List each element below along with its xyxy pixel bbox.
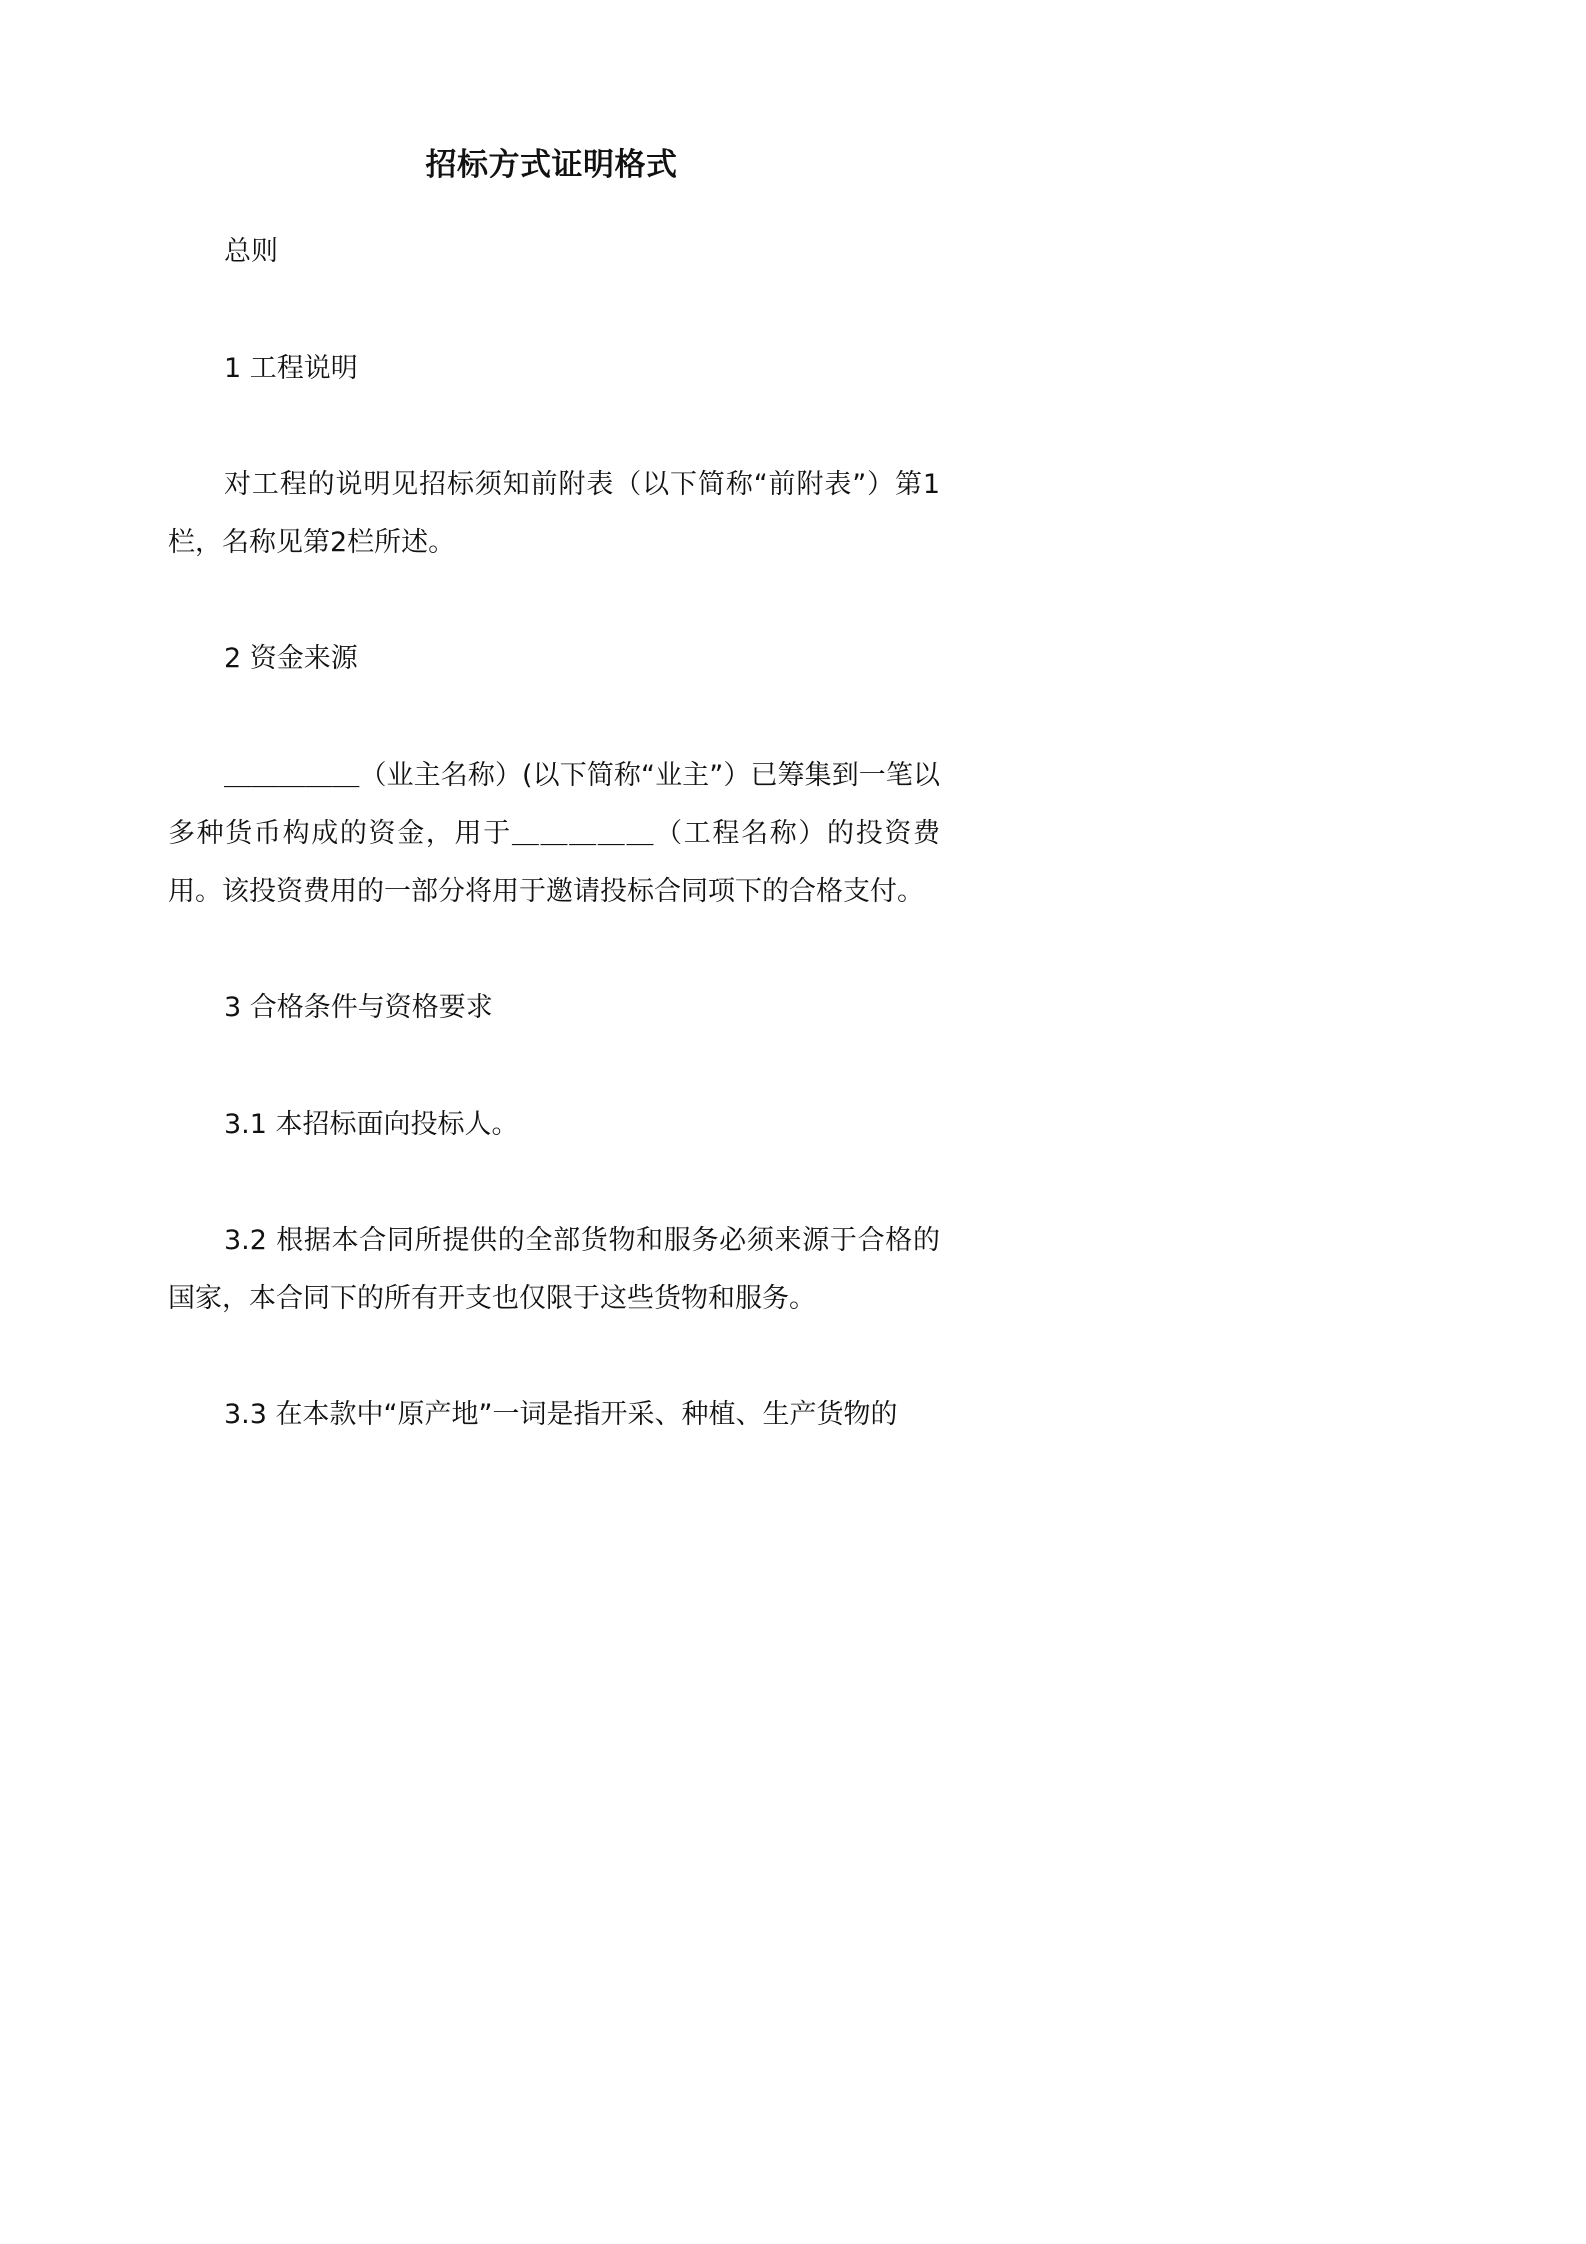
document-title: 招标方式证明格式 [425, 147, 678, 183]
section-heading-general: 总则 [224, 236, 278, 267]
section-heading-project: 1 工程说明 [224, 353, 358, 384]
section-heading-eligibility: 3 合格条件与资格要求 [224, 992, 493, 1023]
paragraph-project-description: 对工程的说明见招标须知前附表（以下简称“前附表”）第1栏，名称见第2栏所述。 [168, 469, 940, 558]
paragraph-funding: ＿＿＿＿＿（业主名称）(以下简称“业主”）已筹集到一笔以多种货币构成的资金，用于＿＿＿＿＿（工程名称）的投资费用。该投资费用的一部分将用于邀请投标合同项下的合格支付。 [168, 760, 940, 907]
clause-3-3: 3.3 在本款中“原产地”一词是指开采、种植、生产货物的 [224, 1399, 898, 1430]
clause-3-2: 3.2 根据本合同所提供的全部货物和服务必须来源于合格的国家，本合同下的所有开支也仅限于这些货物和服务。 [168, 1225, 940, 1314]
section-heading-funding: 2 资金来源 [224, 643, 358, 674]
clause-3-1: 3.1 本招标面向投标人。 [224, 1109, 519, 1140]
document-page [0, 0, 1103, 1560]
